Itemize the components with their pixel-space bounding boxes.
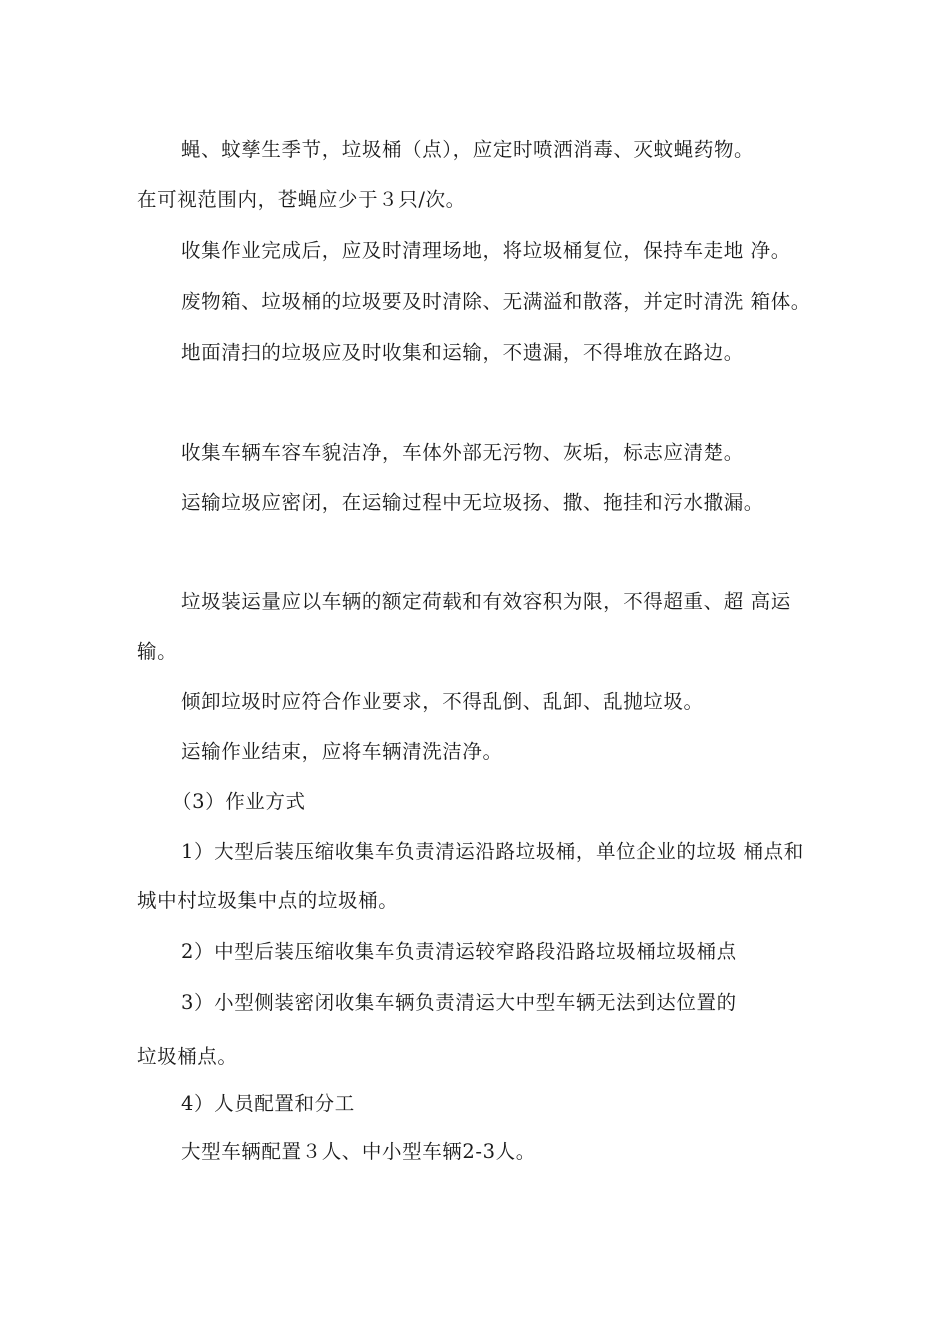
text-line-16: 3）小型侧装密闭收集车辆负责清运大中型车辆无法到达位置的: [181, 991, 737, 1014]
text-line-2: 在可视范围内，苍蝇应少于３只/次。: [137, 188, 466, 211]
text-line-4: 废物箱、垃圾桶的垃圾要及时清除、无满溢和散落，并定时清洗 箱体。: [181, 290, 811, 313]
text-line-9: 输。: [137, 640, 178, 663]
text-line-5: 地面清扫的垃圾应及时收集和运输，不遗漏，不得堆放在路边。: [181, 341, 744, 364]
text-line-6: 收集车辆车容车貌洁净，车体外部无污物、灰垢，标志应清楚。: [181, 441, 744, 464]
text-line-14: 城中村垃圾集中点的垃圾桶。: [137, 889, 399, 912]
section-heading: （3）作业方式: [172, 790, 306, 813]
text-line-3: 收集作业完成后，应及时清理场地，将垃圾桶复位，保持车走地 净。: [181, 239, 791, 262]
text-line-10: 倾卸垃圾时应符合作业要求，不得乱倒、乱卸、乱抛垃圾。: [181, 690, 704, 713]
text-line-11: 运输作业结束，应将车辆清洗洁净。: [181, 740, 503, 763]
text-line-1: 蝇、蚊孳生季节，垃圾桶（点），应定时喷洒消毒、灭蚊蝇药物。: [181, 138, 755, 161]
text-line-19: 大型车辆配置３人、中小型车辆2-3人。: [181, 1140, 536, 1163]
text-line-15: 2）中型后装压缩收集车负责清运较窄路段沿路垃圾桶垃圾桶点: [181, 940, 737, 963]
text-line-7: 运输垃圾应密闭，在运输过程中无垃圾扬、撒、拖挂和污水撒漏。: [181, 491, 764, 514]
text-line-18: 4）人员配置和分工: [181, 1092, 355, 1115]
text-line-8: 垃圾装运量应以车辆的额定荷载和有效容积为限，不得超重、超 高运: [181, 590, 791, 613]
text-line-13: 1）大型后装压缩收集车负责清运沿路垃圾桶，单位企业的垃圾 桶点和: [181, 840, 804, 863]
text-line-17: 垃圾桶点。: [137, 1045, 238, 1068]
